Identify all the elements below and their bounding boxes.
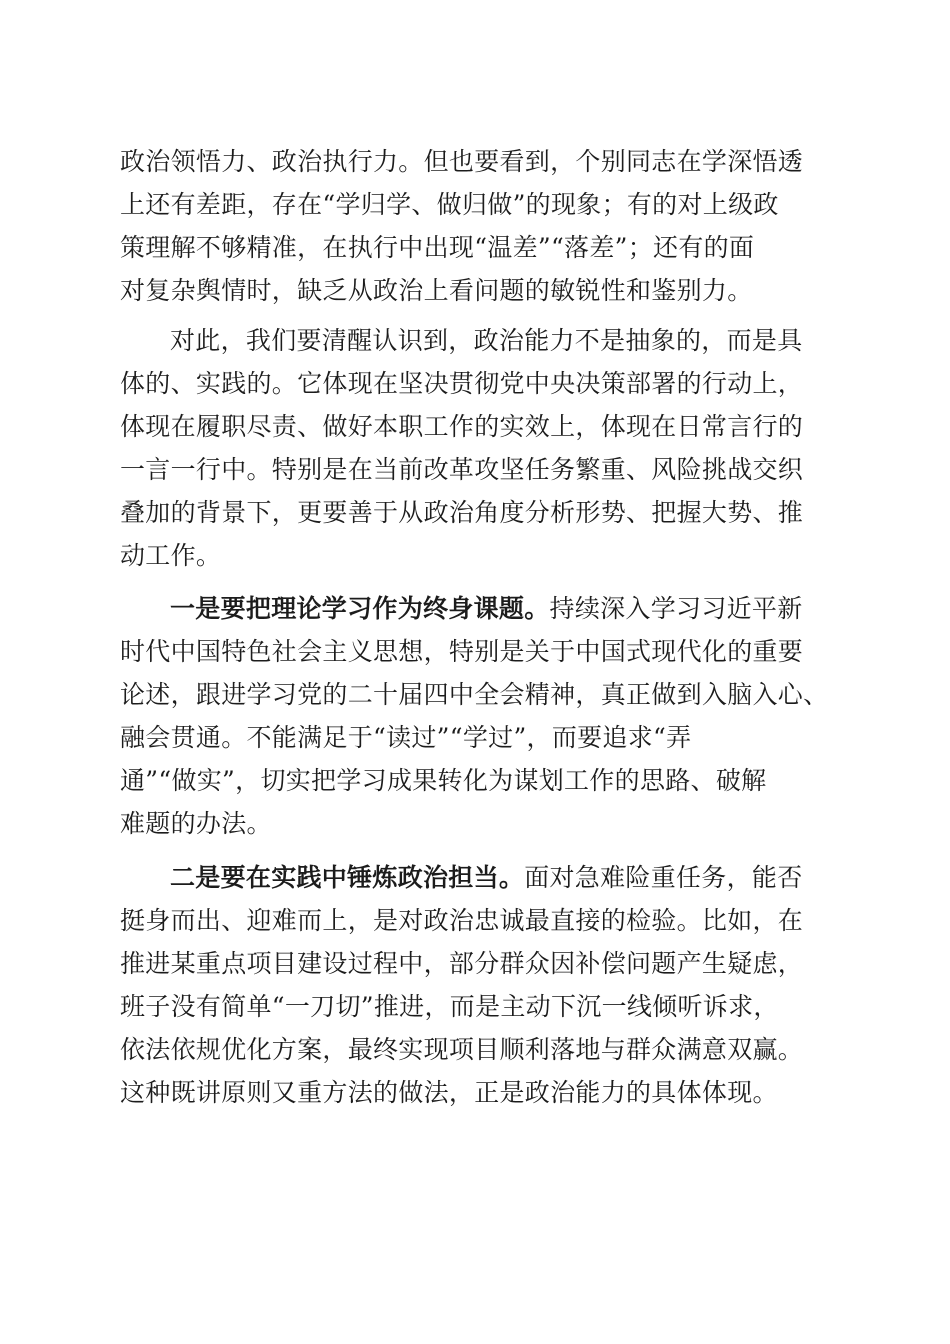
text-line: 对复杂舆情时，缺乏从政治上看问题的敏锐性和鉴别力。 xyxy=(120,276,753,305)
text-line: 依法依规优化方案，最终实现项目顺利落地与群众满意双赢。 xyxy=(120,1035,804,1064)
text-line: 这种既讲原则又重方法的做法，正是政治能力的具体体现。 xyxy=(120,1078,778,1107)
text-line: 挺身而出、迎难而上，是对政治忠诚最直接的检验。比如，在 xyxy=(120,906,804,935)
text-line: 融会贯通。不能满足于“读过”“学过”，而要追求“弄 xyxy=(120,723,692,752)
text-line: 一言一行中。特别是在当前改革攻坚任务繁重、风险挑战交织 xyxy=(120,455,804,484)
text-line: 难题的办法。 xyxy=(120,809,272,838)
text-line: 班子没有简单“一刀切”推进，而是主动下沉一线倾听诉求， xyxy=(120,992,779,1021)
text-line: 对此，我们要清醒认识到，政治能力不是抽象的，而是具 xyxy=(170,326,803,355)
text-line: 时代中国特色社会主义思想，特别是关于中国式现代化的重要 xyxy=(120,637,804,666)
text-line: 动工作。 xyxy=(120,541,222,570)
text-line: 叠加的背景下，更要善于从政治角度分析形势、把握大势、推 xyxy=(120,498,804,527)
paragraph-text: 面对急难险重任务，能否 xyxy=(524,863,803,892)
text-line: 推进某重点项目建设过程中，部分群众因补偿问题产生疑虑， xyxy=(120,949,804,978)
text-line: 体现在履职尽责、做好本职工作的实效上，体现在日常言行的 xyxy=(120,412,804,441)
text-line: 政治领悟力、政治执行力。但也要看到，个别同志在学深悟透 xyxy=(120,147,804,176)
paragraph-heading: 一是要把理论学习作为终身课题。 xyxy=(170,594,550,623)
text-line xyxy=(170,862,803,894)
text-line: 通”“做实”，切实把学习成果转化为谋划工作的思路、破解 xyxy=(120,766,767,795)
paragraph-text: 持续深入学习习近平新 xyxy=(549,594,803,623)
text-line: 论述，跟进学习党的二十届四中全会精神，真正做到入脑入心、 xyxy=(120,680,829,709)
text-line: 上还有差距，存在“学归学、做归做”的现象；有的对上级政 xyxy=(120,190,779,219)
paragraph-heading: 二是要在实践中锤炼政治担当。 xyxy=(170,863,525,892)
text-line: 体的、实践的。它体现在坚决贯彻党中央决策部署的行动上， xyxy=(120,369,804,398)
text-line xyxy=(170,593,803,625)
text-line: 策理解不够精准，在执行中出现“温差”“落差”；还有的面 xyxy=(120,233,755,262)
